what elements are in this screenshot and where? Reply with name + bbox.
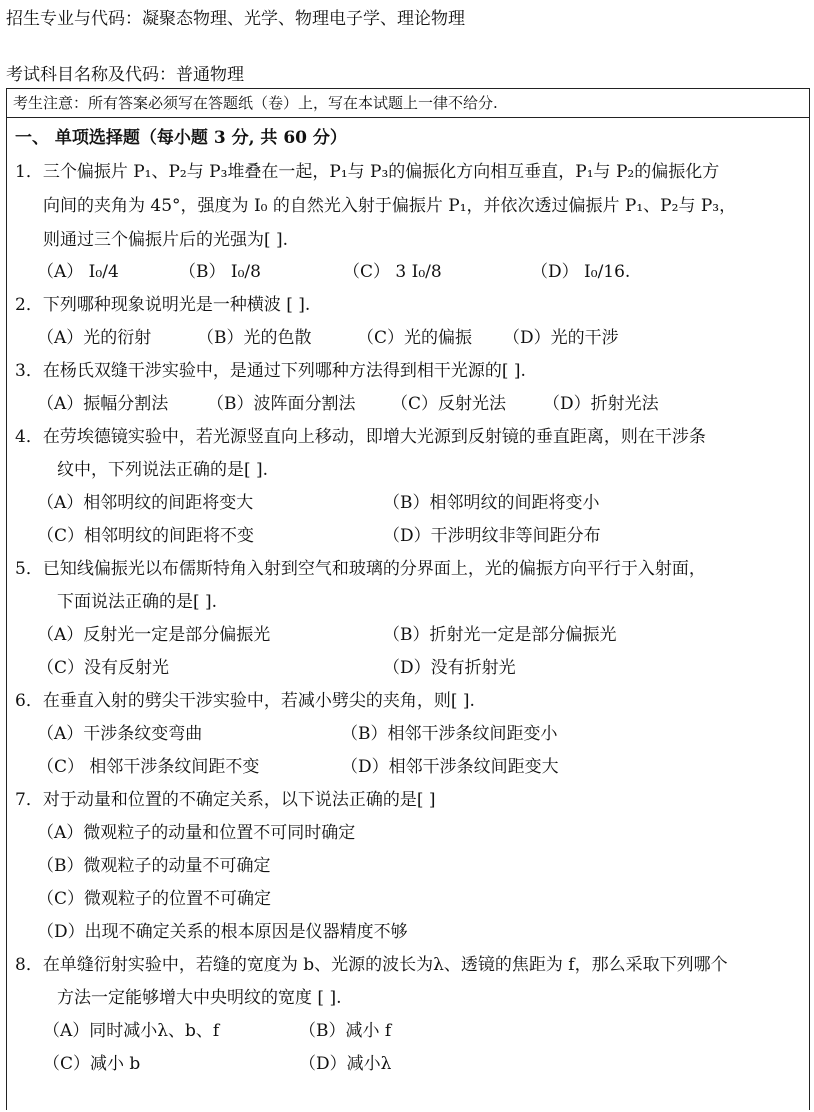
q7-option-b: （B）微观粒子的动量不可确定 xyxy=(37,856,271,876)
q4-option-b: （B）相邻明纹的间距将变小 xyxy=(383,493,600,513)
q1-option-c: （C） 3 I₀/8 xyxy=(343,262,442,282)
q2-option-c: （C）光的偏振 xyxy=(357,328,473,348)
question-number: 8． xyxy=(15,955,43,975)
question-number: 4． xyxy=(15,427,43,447)
question-text: 在杨氏双缝干涉实验中，是通过下列哪种方法得到相干光源的[ ]. xyxy=(42,361,526,381)
q8-option-c: （C）减小 b xyxy=(43,1054,141,1074)
question-number: 1． xyxy=(15,162,43,182)
question-8-line-2: 方法一定能够增大中央明纹的宽度 [ ]. xyxy=(57,988,342,1008)
question-8-line-1 xyxy=(15,953,728,977)
question-text: 对于动量和位置的不确定关系，以下说法正确的是[ ] xyxy=(42,790,436,810)
question-5-line-2: 下面说法正确的是[ ]. xyxy=(57,592,218,612)
q1-option-a: （A） I₀/4 xyxy=(37,262,119,282)
question-5-line-1 xyxy=(15,557,706,581)
question-text: 三个偏振片 P₁、P₂与 P₃堆叠在一起，P₁与 P₃的偏振化方向相互垂直，P₁与 P₂的偏振化方 xyxy=(42,162,720,182)
q4-option-c: （C）相邻明纹的间距将不变 xyxy=(37,526,255,546)
q1-option-b: （B） I₀/8 xyxy=(179,262,261,282)
q2-option-b: （B）光的色散 xyxy=(197,328,312,348)
q2-option-d: （D）光的干涉 xyxy=(503,328,619,348)
question-number: 2． xyxy=(15,295,43,315)
section-title: 一、 单项选择题（每小题 3 分, 共 60 分） xyxy=(15,128,347,148)
question-text: 下列哪种现象说明光是一种横波 [ ]. xyxy=(42,295,311,315)
question-4-line-2: 纹中，下列说法正确的是[ ]. xyxy=(57,460,269,480)
question-text: 在垂直入射的劈尖干涉实验中，若减小劈尖的夹角，则[ ]. xyxy=(42,691,475,711)
question-number: 3． xyxy=(15,361,43,381)
q7-option-d: （D）出现不确定关系的根本原因是仪器精度不够 xyxy=(37,922,408,942)
q6-option-a: （A）干涉条纹变弯曲 xyxy=(37,724,203,744)
q5-option-d: （D）没有折射光 xyxy=(383,658,516,678)
question-6-line-1 xyxy=(15,689,475,713)
subject-line: 考试科目名称及代码：普通物理 xyxy=(6,65,244,85)
q3-option-b: （B）波阵面分割法 xyxy=(207,394,356,414)
q5-option-c: （C）没有反射光 xyxy=(37,658,170,678)
q6-option-b: （B）相邻干涉条纹间距变小 xyxy=(341,724,558,744)
question-2-line-1 xyxy=(15,293,310,317)
q3-option-d: （D）折射光法 xyxy=(543,394,659,414)
q6-option-c: （C） 相邻干涉条纹间距不变 xyxy=(37,757,260,777)
q4-option-d: （D）干涉明纹非等间距分布 xyxy=(383,526,601,546)
q2-option-a: （A）光的衍射 xyxy=(37,328,152,348)
q7-option-c: （C）微观粒子的位置不可确定 xyxy=(37,889,272,909)
q3-option-a: （A）振幅分割法 xyxy=(37,394,169,414)
question-1-line-1 xyxy=(15,160,719,184)
majors-line: 招生专业与代码：凝聚态物理、光学、物理电子学、理论物理 xyxy=(6,9,465,29)
q3-option-c: （C）反射光法 xyxy=(391,394,507,414)
q1-option-d: （D） I₀/16. xyxy=(531,262,631,282)
q6-option-d: （D）相邻干涉条纹间距变大 xyxy=(341,757,559,777)
candidate-notice: 考生注意：所有答案必须写在答题纸（卷）上，写在本试题上一律不给分. xyxy=(7,89,809,118)
q8-option-b: （B）减小 f xyxy=(299,1021,392,1041)
question-7-line-1 xyxy=(15,788,436,812)
question-number: 7． xyxy=(15,790,43,810)
q8-option-a: （A）同时减小λ、b、f xyxy=(43,1021,220,1041)
question-1-line-2: 向间的夹角为 45°，强度为 I₀ 的自然光入射于偏振片 P₁，并依次透过偏振片 P₁、P₂与 P₃， xyxy=(43,196,737,216)
q7-option-a: （A）微观粒子的动量和位置不可同时确定 xyxy=(37,823,356,843)
question-1-line-3: 则通过三个偏振片后的光强为[ ]. xyxy=(43,230,289,250)
question-number: 5． xyxy=(15,559,43,579)
q5-option-a: （A）反射光一定是部分偏振光 xyxy=(37,625,271,645)
q5-option-b: （B）折射光一定是部分偏振光 xyxy=(383,625,617,645)
exam-frame xyxy=(6,88,810,1110)
question-4-line-1 xyxy=(15,425,706,449)
question-text: 已知线偏振光以布儒斯特角入射到空气和玻璃的分界面上，光的偏振方向平行于入射面， xyxy=(42,559,706,579)
q4-option-a: （A）相邻明纹的间距将变大 xyxy=(37,493,254,513)
q8-option-d: （D）减小λ xyxy=(299,1054,392,1074)
question-text: 在单缝衍射实验中，若缝的宽度为 b、光源的波长为λ、透镜的焦距为 f，那么采取下列哪个 xyxy=(42,955,728,975)
question-text: 在劳埃德镜实验中，若光源竖直向上移动，即增大光源到反射镜的垂直距离，则在干涉条 xyxy=(42,427,706,447)
question-3-line-1 xyxy=(15,359,526,383)
question-number: 6． xyxy=(15,691,43,711)
